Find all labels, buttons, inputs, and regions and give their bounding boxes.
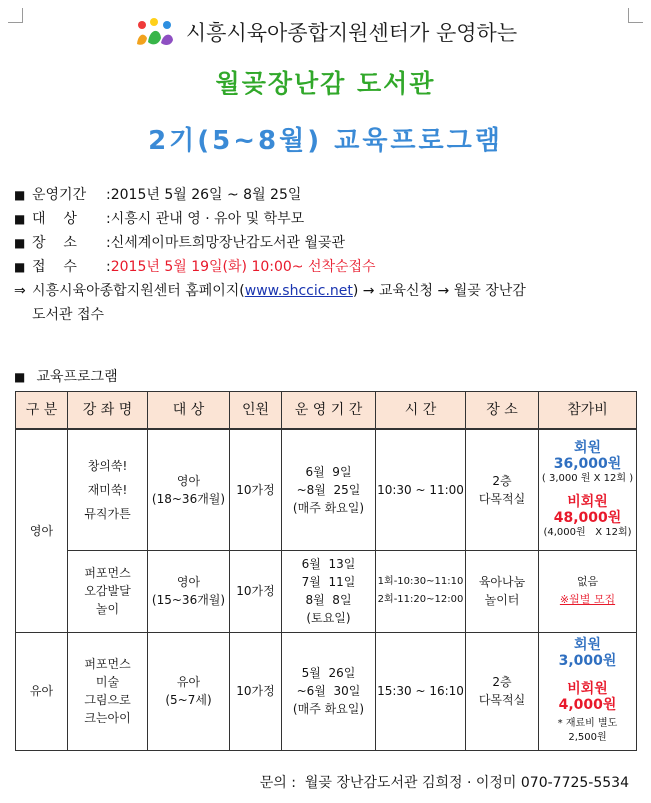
contact-footer [0, 772, 651, 792]
org-text: 시흥시육아종합지원센터가 운영하는 [185, 21, 518, 45]
info-key: 운영기간 [32, 187, 87, 203]
course-line: 창의쑥! [87, 458, 128, 473]
col-header: 구 분 [16, 392, 68, 430]
target-line: (18~36개월) [151, 491, 226, 506]
course-cell [68, 550, 148, 632]
course-line: 오감발달 [84, 584, 131, 598]
info-row-register [14, 255, 639, 279]
org-line [0, 14, 651, 50]
col-header: 시 간 [376, 392, 466, 430]
course-line: 크는아이 [84, 711, 131, 725]
time-cell [376, 550, 466, 632]
col-header: 강 좌 명 [68, 392, 148, 430]
group-cell: 유아 [16, 632, 68, 750]
course-line: 퍼포먼스 [84, 566, 131, 580]
col-header: 인원 [230, 392, 282, 430]
period-line: ~8월 25일 [296, 482, 361, 497]
table-row [16, 550, 637, 632]
info-key: 대 상 [32, 211, 77, 227]
course-line: 미술 [95, 675, 120, 689]
people-cell: 10가정 [230, 550, 282, 632]
group-cell: 영아 [16, 429, 68, 632]
people-cell: 10가정 [230, 632, 282, 750]
table-row [16, 632, 637, 750]
people-cell: 10가정 [230, 429, 282, 550]
info-key: 장 소 [32, 235, 77, 251]
target-line: 유아 [176, 675, 201, 689]
course-line: 그림으로 [84, 693, 131, 707]
colorful-people-logo-icon [134, 16, 176, 48]
place-line: 2층 [492, 675, 512, 689]
period-line: 8월 8일 [305, 593, 352, 607]
period-line: 6월 9일 [305, 464, 352, 479]
time-line: 2회-11:20~12:00 [377, 594, 464, 605]
place-line: 육아나눔 [478, 575, 526, 589]
square-bullet-icon: ■ [14, 212, 26, 226]
place-cell [466, 550, 539, 632]
target-line: (5~7세) [165, 693, 212, 707]
fee-cell [539, 550, 637, 632]
fee-member-label: 회원 [573, 637, 602, 653]
place-line: 다목적실 [478, 693, 526, 707]
info-row-target [14, 207, 639, 231]
fee-free-note: ※월별 모집 [559, 593, 616, 606]
place-line: 다목적실 [478, 491, 526, 506]
time-line: 1회-10:30~11:10 [377, 576, 464, 587]
program-title: 2기(5~8월) 교육프로그램 [148, 126, 503, 156]
info-sep: : [106, 187, 111, 203]
info-value: 신세계이마트희망장난감도서관 월곶관 [110, 235, 346, 251]
info-sep: : [106, 235, 111, 251]
info-value: 2015년 5월 19일(화) 10:00~ 선착순접수 [110, 259, 376, 275]
table-header-row [16, 392, 637, 430]
info-sep: : [106, 211, 111, 227]
col-header: 참가비 [539, 392, 637, 430]
time-cell: 10:30 ~ 11:00 [376, 429, 466, 550]
signup-instructions [14, 279, 639, 303]
time-cell: 15:30 ~ 16:10 [376, 632, 466, 750]
target-cell [148, 429, 230, 550]
square-bullet-icon: ■ [14, 188, 26, 202]
fee-member-value: 36,000원 [553, 455, 622, 472]
period-cell [282, 632, 376, 750]
target-cell [148, 632, 230, 750]
info-value: 시흥시 관내 영 · 유아 및 학부모 [110, 211, 305, 227]
fee-member-note: ( 3,000 원 X 12회 ) [541, 472, 634, 484]
course-line: 뮤직가튼 [84, 506, 131, 521]
program-table [15, 391, 637, 751]
info-row-period [14, 183, 639, 207]
contact-text: 문의 : 월곶 장난감도서관 김희정 · 이정미 070-7725-5534 [259, 775, 629, 791]
info-key: 접 수 [32, 259, 77, 275]
period-line: 7월 11일 [301, 575, 356, 589]
course-cell [68, 429, 148, 550]
fee-free-value: 없음 [576, 575, 599, 588]
course-line: 퍼포먼스 [84, 657, 131, 671]
fee-member-value: 3,000원 [558, 653, 617, 669]
square-bullet-icon: ■ [14, 260, 26, 274]
table-row [16, 429, 637, 550]
col-header: 대 상 [148, 392, 230, 430]
period-line: (토요일) [306, 611, 351, 625]
fee-nonmember-label: 비회원 [567, 493, 608, 510]
signup-suffix: ) → 교육신청 → 월곶 장난감 [352, 283, 526, 299]
period-line: (매주 화요일) [292, 500, 365, 515]
col-header: 운 영 기 간 [282, 392, 376, 430]
library-title: 월곶장난감 도서관 [215, 69, 436, 98]
fee-nonmember-value: 48,000원 [553, 509, 622, 526]
period-cell [282, 550, 376, 632]
double-arrow-icon: ⇒ [14, 283, 26, 299]
square-bullet-icon: ■ [14, 236, 26, 250]
col-header: 장 소 [466, 392, 539, 430]
info-list [14, 183, 639, 327]
target-line: 영아 [176, 575, 201, 589]
header [0, 14, 651, 157]
fee-nonmember-label: 비회원 [567, 681, 608, 697]
place-line: 놀이터 [484, 593, 520, 607]
homepage-link[interactable]: www.shccic.net [244, 283, 353, 299]
place-cell [466, 429, 539, 550]
fee-nonmember-value: 4,000원 [558, 697, 617, 713]
section-title-text: 교육프로그램 [36, 369, 118, 385]
course-cell [68, 632, 148, 750]
info-sep: : [106, 259, 111, 275]
target-line: 영아 [176, 473, 201, 488]
period-line: 6월 13일 [301, 557, 356, 571]
target-cell [148, 550, 230, 632]
info-row-place [14, 231, 639, 255]
target-line: (15~36개월) [151, 593, 226, 607]
period-cell [282, 429, 376, 550]
signup-line2: 도서관 접수 [32, 307, 105, 323]
square-bullet-icon: ■ [14, 370, 26, 384]
place-cell [466, 632, 539, 750]
fee-cell [539, 429, 637, 550]
fee-extra-value: 2,500원 [568, 732, 607, 743]
signup-prefix: 시흥시육아종합지원센터 홈페이지( [32, 283, 245, 299]
fee-cell [539, 632, 637, 750]
period-line: 5월 26일 [301, 666, 356, 680]
course-line: 재미쑥! [87, 482, 128, 497]
fee-extra-note: * 재료비 별도 [557, 718, 618, 729]
info-value: 2015년 5월 26일 ~ 8월 25일 [110, 187, 302, 203]
fee-nonmember-note: (4,000원 X 12회) [543, 526, 632, 538]
section-title [14, 366, 118, 386]
period-line: (매주 화요일) [292, 702, 365, 716]
fee-member-label: 회원 [573, 439, 602, 456]
course-line: 놀이 [95, 602, 120, 616]
place-line: 2층 [492, 473, 512, 488]
period-line: ~6월 30일 [296, 684, 361, 698]
